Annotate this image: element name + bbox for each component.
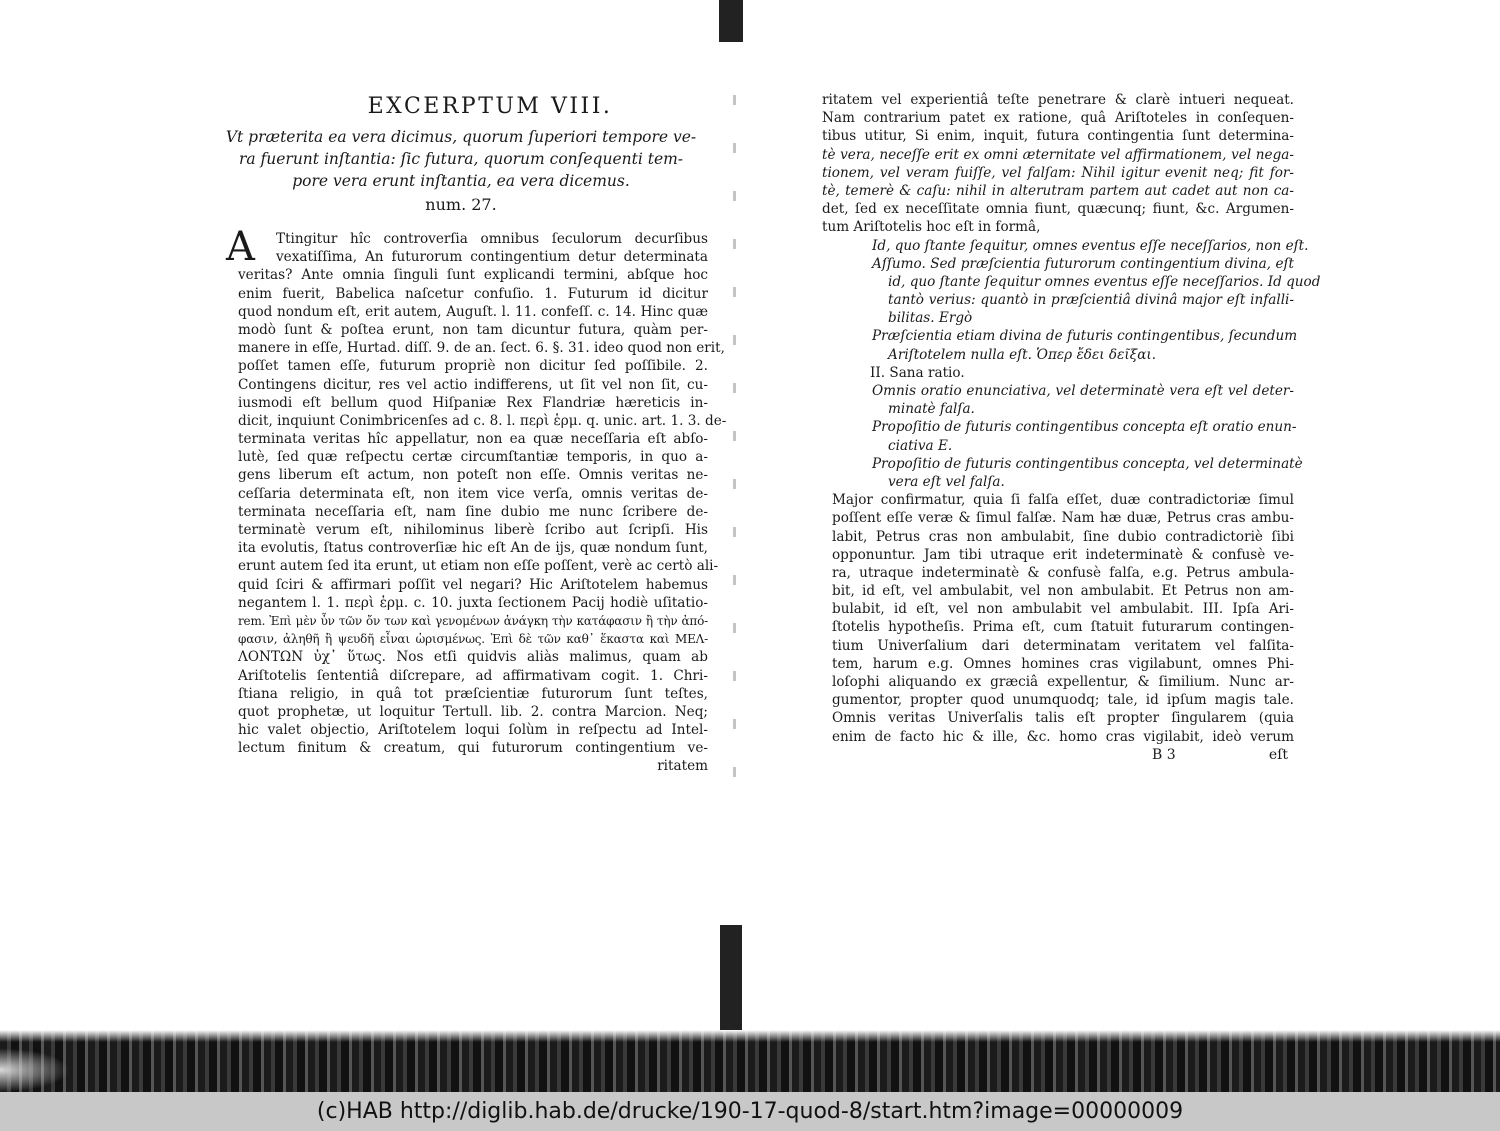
text-line: Contingens dicitur, res vel actio indifferens, ut ſit vel non ſit, cu- — [238, 376, 708, 393]
text-line: ΛΟΝΤΩΝ ὐχ᾽ ὕτως. Nos etſi quidvis aliàs malimus, quam ab — [238, 649, 708, 666]
text-line: ra, utraque indeterminatè & confusè falſa, e.g. Petrus ambula- — [832, 564, 1294, 581]
syllogism-line: vera eſt vel falſa. — [888, 473, 1005, 490]
text-line: ſtiana religio, in quâ tot præſcientiæ futurorum ſunt teſtes, — [238, 685, 708, 702]
syllogism-line: minatè falſa. — [888, 401, 975, 418]
left-body-text — [226, 224, 727, 776]
text-line: lutè, ſed quæ reſpectu certæ circumſtantiæ temporis, in quo a- — [238, 449, 708, 466]
text-line: manere in eſſe, Hurtad. diſſ. 9. de an. ſect. 6. §. 31. ideo quod non erit, — [238, 340, 725, 357]
text-line: veritas? Ante omnia ſinguli ſunt explicandi termini, abſque hoc — [238, 267, 708, 284]
footer-url-text: (c)HAB http://diglib.hab.de/drucke/190-17-quod-8/start.htm?image=00000009 — [316, 1099, 1184, 1124]
syllogism-line: Ariſtotelem nulla eſt. Ὁπερ ἔδει δεῖξαι. — [888, 346, 1157, 363]
text-line: opponuntur. Jam tibi utraque erit indeterminatè & confusè ve- — [832, 546, 1294, 563]
catchword: ritatem — [657, 758, 708, 775]
text-line: terminatè verum eſt, nihilominus liberè ſcribo aut ſcripſi. His — [238, 522, 708, 538]
text-line: iusmodi eſt bellum quod Hiſpaniæ Rex Flandriæ hæreticis in- — [238, 394, 708, 411]
text-line: tibus utitur, Si enim, inquit, futura contingentia ſunt determina- — [822, 128, 1294, 145]
text-line: terminata veritas hîc appellatur, non ea quæ neceſſaria eſt abſo- — [238, 431, 708, 448]
text-line: poſſet tamen eſſe, futurum propriè non dicitur ſed poſſibile. 2. — [238, 358, 708, 375]
text-line: lectum finitum & creatum, qui futurorum contingentium ve- — [238, 740, 708, 757]
drop-cap: A — [226, 224, 255, 270]
scan-edge-shadow — [0, 1030, 1500, 1092]
text-line: tem, harum e.g. Omnes homines cras vigilabunt, omnes Phi- — [832, 655, 1294, 672]
syllogism-line: Propoſitio de futuris contingentibus concepta eſt oratio enun- — [872, 419, 1297, 436]
text-line: hic valet objectio, Ariſtotelem loqui ſolùm in reſpectu ad Intel- — [238, 722, 708, 739]
text-line: quot prophetæ, ut loquitur Tertull. lib. 2. contra Marcion. Neq; — [238, 703, 708, 720]
right-page — [822, 91, 1321, 766]
text-line: quod nondum eſt, erit autem, Auguſt. l. 11. confeſſ. c. 14. Hinc quæ — [238, 303, 708, 320]
page-subtitle: Vt præterita ea vera dicimus, quorum ſuperiori tempore ve- ra fuerunt inſtantia: ſic futura, quorum conſequenti tem- pore vera erunt inſtantia, ea vera dicemus. — [225, 128, 697, 190]
syllogism-line: Omnis oratio enunciativa, vel determinatè vera eſt vel deter- — [872, 383, 1294, 399]
text-line: vexatiſſima, An futurorum contingentium detur determinata — [276, 249, 708, 266]
number-reference: num. 27. — [425, 195, 497, 214]
page-foot — [822, 746, 1294, 766]
text-line: tium Univerſalium dari determinatam veritatem vel falſita- — [832, 637, 1294, 654]
page-heading: EXCERPTUM VIII. — [367, 94, 613, 119]
gutter-mark-bottom — [720, 925, 742, 1035]
text-line: labit, Petrus cras non ambulabit, ſine dubio contradictoriè ſibi — [832, 528, 1294, 545]
syllogism-line: ciativa E. — [888, 437, 953, 454]
text-line: enim fuerit, Babelica naſcetur confuſio. 1. Futurum id dicitur — [238, 285, 708, 302]
gutter-ticks — [733, 95, 736, 785]
syllogism-line: bilitas. Ergò — [888, 310, 973, 327]
syllogism-line: Aſſumo. Sed præſcientia futurorum contingentium divina, eſt — [872, 255, 1294, 272]
signature-mark: B 3 — [1152, 746, 1176, 763]
text-line: negantem l. 1. περὶ ἑρμ. c. 10. juxta ſectionem Pacij hodiè uſitatio- — [238, 594, 708, 611]
text-line: bit, id eſt, vel ambulabit, vel non ambulabit. Et Petrus non am- — [832, 583, 1294, 600]
gutter-mark-top — [719, 0, 743, 42]
text-line: Major confirmatur, quia ſi falſa eſſet, duæ contradictoriæ ſimul — [832, 492, 1294, 509]
text-line: gumentor, propter quod unumquodq; tale, id ipſum magis tale. — [832, 692, 1294, 709]
syllogism-line: Id, quo ſtante ſequitur, omnes eventus eſſe neceſſarios, non eſt. — [872, 237, 1309, 254]
text-line: loſophi aliquando ex græciâ expellentur, & ſimilium. Nunc ar- — [832, 674, 1294, 690]
catchword: eſt — [1268, 746, 1288, 763]
text-line: ita evolutis, ſtatus controverſiæ hic eſt An de ijs, quæ nondum ſunt, — [238, 540, 708, 557]
copyright-footer — [0, 1092, 1500, 1131]
syllogism-line: Præſcientia etiam divina de futuris contingentibus, ſecundum — [872, 328, 1298, 345]
section-heading: II. Sana ratio. — [870, 364, 965, 381]
text-line: tum Ariſtotelis hoc eſt in formâ, — [822, 219, 1041, 236]
syllogism-line: tantò verius: quantò in præſcientiâ divinâ major eſt infalli- — [888, 292, 1294, 309]
text-line: quid ſciri & affirmari poſſit vel negari? Hic Ariſtotelem habemus — [238, 576, 708, 593]
text-line: Omnis veritas Univerſalis talis eſt propter ſingularem (quia — [832, 710, 1294, 727]
left-page — [222, 92, 727, 776]
text-line: enim de facto hic & ille, &c. homo cras vigilabit, ideò verum — [832, 728, 1294, 745]
text-line: Ariſtotelis ſententiâ diſcrepare, ad affirmativam cogit. 1. Chri- — [238, 667, 708, 684]
text-line: modò ſunt & poſtea erunt, non tam dicuntur futura, quàm per- — [238, 321, 708, 338]
greek-line: φασιν, ἀληθῆ ἢ ψευδῆ εἶναι ὡρισμένως. Ἐπὶ δὲ τῶν καθ᾽ ἕκαστα καὶ ΜΕΛ- — [238, 632, 708, 647]
text-line: poſſent eſſe veræ & ſimul falſæ. Nam hæ duæ, Petrus cras ambu- — [832, 510, 1294, 527]
text-line: terminata neceſſaria eſt, nam ſine dubio me nunc ſcribere de- — [238, 503, 708, 520]
text-line: dicit, inquiunt Conimbricenſes ad c. 8. l. περὶ ἑρμ. q. unic. art. 1. 3. de- — [238, 412, 727, 429]
syllogism-line: Propoſitio de futuris contingentibus concepta, vel determinatè — [872, 455, 1303, 472]
text-line: ritatem vel experientiâ teſte penetrare & clarè intueri nequeat. — [822, 92, 1294, 108]
text-line: gens liberum eſt actum, non poteſt non eſſe. Omnis veritas ne- — [238, 467, 708, 484]
text-line: ſtotelis hypotheſis. Prima eſt, cum ſtatuit futurarum contingen- — [832, 619, 1294, 636]
syllogism-line: id, quo ſtante ſequitur omnes eventus eſſe neceſſarios. Id quod — [888, 273, 1321, 290]
text-line: Nam contrarium patet ex ratione, quâ Ariſtoteles in conſequen- — [822, 110, 1294, 127]
text-line: det, ſed ex neceſſitate omnia fiunt, quæcunq; fiunt, &c. Argumen- — [822, 201, 1294, 218]
text-line: tè vera, neceſſe erit ex omni æternitate vel affirmationem, vel nega- — [822, 146, 1294, 163]
text-line: ceſſaria determinata eſt, non item vice verſa, omnis veritas de- — [238, 485, 708, 502]
text-line: erunt autem ſed ita erunt, ut etiam non eſſe poſſent, verè ac certò ali- — [238, 558, 719, 575]
text-line: tionem, vel veram fuiſſe, vel falſam: Nihil igitur evenit neq; fit for- — [822, 164, 1294, 181]
greek-line: rem. Ἐπὶ μὲν ὖν τῶν ὄν των καὶ γενομένων ἀνάγκη τὴν κατάφασιν ἢ τὴν ἀπό- — [238, 613, 708, 628]
text-line: tè, temerè & caſu: nihil in alterutram partem aut cadet aut non ca- — [822, 182, 1294, 199]
right-body-text — [822, 91, 1321, 766]
text-line: bulabit, id eſt, vel non ambulabit vel ambulabit. III. Ipſa Ari- — [832, 601, 1294, 618]
text-line: Ttingitur hîc controverſia omnibus ſeculorum decurſibus — [276, 231, 708, 247]
